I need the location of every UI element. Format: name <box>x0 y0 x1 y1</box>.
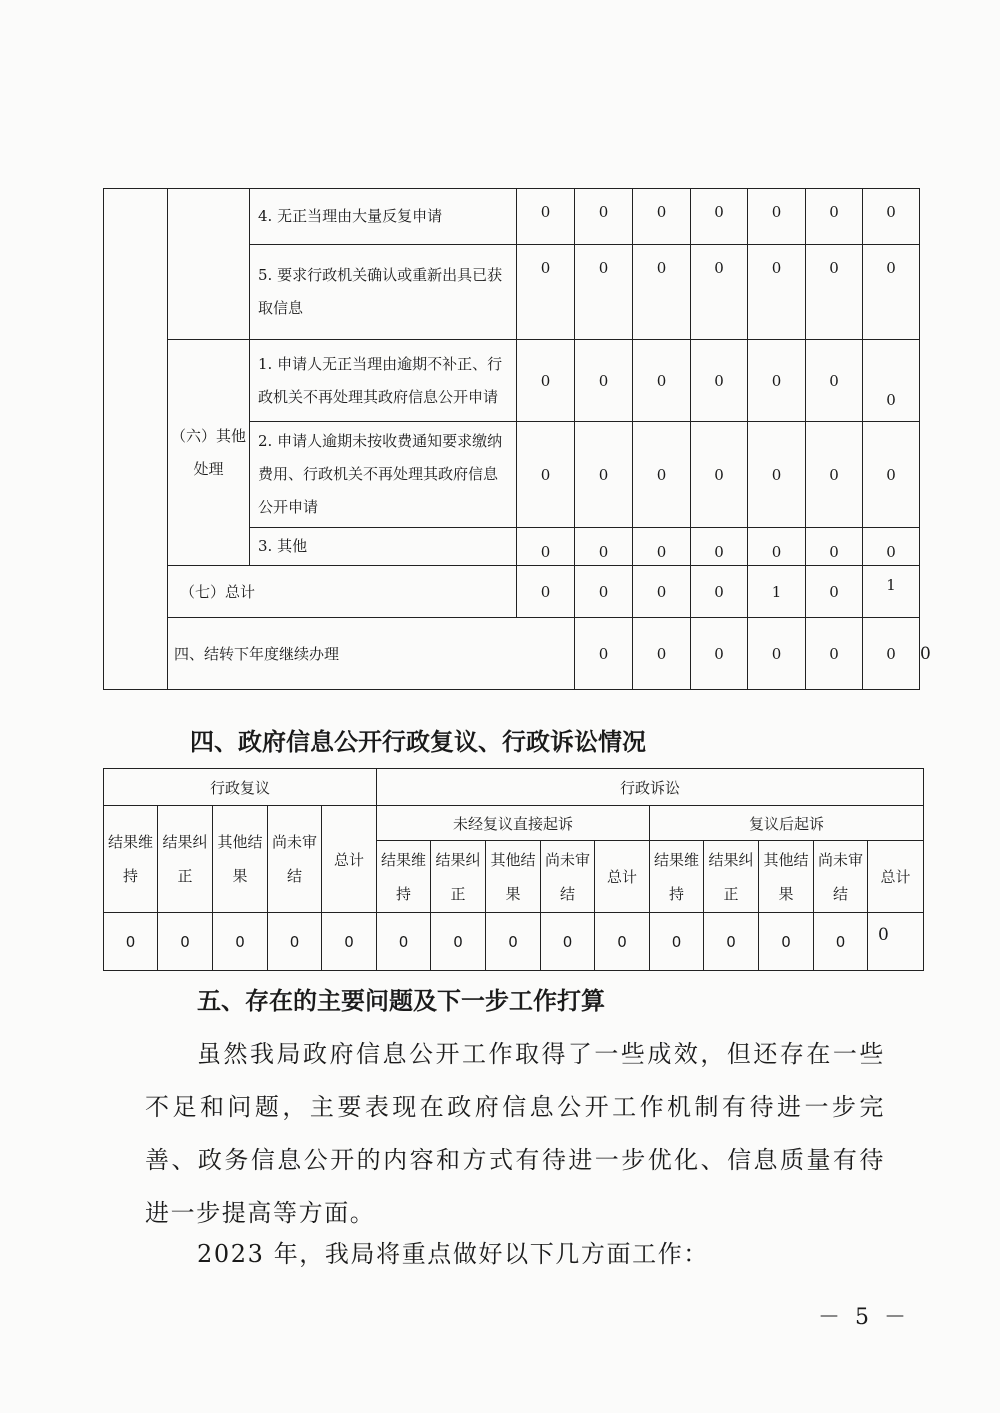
value-cell: 0 <box>748 618 806 690</box>
value-cell: 0 <box>691 245 748 340</box>
review-litigation-table <box>103 768 924 971</box>
value-cell: 0 <box>575 340 633 422</box>
column-header: 尚未审结 <box>268 806 322 913</box>
column-header: 其他结果 <box>759 841 814 913</box>
value-cell: 0 <box>322 913 377 971</box>
column-header: 总计 <box>322 806 377 913</box>
column-header: 总计 <box>595 841 650 913</box>
value-cell: 0 <box>806 245 863 340</box>
value-cell: 1 <box>748 566 806 618</box>
value-cell: 0 <box>517 422 575 528</box>
table-row-carryover: 四、结转下年度继续办理 0 0 0 0 0 0 0 <box>104 618 920 690</box>
blank-group-cell <box>168 189 250 340</box>
table-row <box>104 806 924 841</box>
value-cell: 0 <box>806 422 863 528</box>
value-cell: 0 <box>575 189 633 245</box>
column-header: 总计 <box>868 841 924 913</box>
row-item-label: 2. 申请人逾期未按收费通知要求缴纳费用、行政机关不再处理其政府信息公开申请 <box>250 422 517 528</box>
value-cell: 0 <box>633 340 691 422</box>
litigation-header: 行政诉讼 <box>377 769 924 806</box>
value-cell: 0 <box>541 913 595 971</box>
row-item-label: 3. 其他 <box>250 528 517 566</box>
value-cell: 0 <box>868 913 924 971</box>
column-header: 结果纠正 <box>158 806 213 913</box>
total-label: （七）总计 <box>168 566 517 618</box>
value-cell: 0 <box>633 566 691 618</box>
value-cell: 0 <box>806 528 863 566</box>
column-header: 结果纠正 <box>704 841 759 913</box>
row-item-label: 5. 要求行政机关确认或重新出具已获取信息 <box>250 245 517 340</box>
value-cell: 0 <box>863 245 920 340</box>
value-cell: 0 <box>633 618 691 690</box>
value-cell: 0 <box>486 913 541 971</box>
left-blank-cell <box>104 189 168 690</box>
column-header: 结果纠正 <box>431 841 486 913</box>
value-cell: 0 <box>814 913 868 971</box>
value-cell: 0 <box>691 189 748 245</box>
value-cell: 0 <box>268 913 322 971</box>
value-cell: 0 <box>517 189 575 245</box>
value-cell: 0 <box>595 913 650 971</box>
value-cell: 0 <box>748 340 806 422</box>
value-cell: 0 <box>691 340 748 422</box>
value-cell: 0 <box>748 189 806 245</box>
column-header: 其他结果 <box>486 841 541 913</box>
column-header: 结果维持 <box>104 806 158 913</box>
value-cell: 0 <box>863 618 920 690</box>
value-cell: 0 <box>575 618 633 690</box>
value-cell: 0 <box>431 913 486 971</box>
value-cell: 0 <box>704 913 759 971</box>
value-cell: 0 <box>575 245 633 340</box>
statistics-table-continued <box>103 188 931 690</box>
row-item-label: 1. 申请人无正当理由逾期不补正、行政机关不再处理其政府信息公开申请 <box>250 340 517 422</box>
group-label-other-processing: （六）其他处理 <box>168 340 250 566</box>
after-review-suit-header: 复议后起诉 <box>650 806 924 841</box>
value-cell: 0 <box>691 422 748 528</box>
page-number: － 5 － <box>818 1305 910 1330</box>
row-item-label: 4. 无正当理由大量反复申请 <box>250 189 517 245</box>
value-cell: 1 <box>863 566 920 618</box>
column-header: 其他结果 <box>213 806 268 913</box>
value-cell: 0 <box>213 913 268 971</box>
value-cell: 0 <box>633 422 691 528</box>
column-header: 结果维持 <box>377 841 431 913</box>
value-cell: 0 <box>759 913 814 971</box>
table-row <box>104 189 920 245</box>
value-cell: 0 <box>863 340 920 422</box>
value-cell: 0 <box>748 528 806 566</box>
value-cell: 0 <box>650 913 704 971</box>
value-cell: 0 <box>806 340 863 422</box>
table-row-total <box>104 566 920 618</box>
value-cell: 0 <box>806 566 863 618</box>
value-cell: 0 <box>104 913 158 971</box>
value-cell: 0 <box>158 913 213 971</box>
value-cell: 0 <box>806 189 863 245</box>
value-cell: 0 <box>748 422 806 528</box>
value-cell: 0 <box>517 340 575 422</box>
value-cell: 0 <box>633 245 691 340</box>
problems-paragraph: 虽然我局政府信息公开工作取得了一些成效，但还存在一些不足和问题，主要表现在政府信息公开工作机制有待进一步完善、政务信息公开的内容和方式有待进一步优化、信息质量有待进一步提高等方面。 <box>145 1040 885 1227</box>
value-cell: 0 <box>691 566 748 618</box>
value-cell: 0 <box>863 528 920 566</box>
value-cell: 0 <box>517 528 575 566</box>
section-5-title: 五、存在的主要问题及下一步工作打算 <box>197 987 605 1015</box>
column-header: 尚未审结 <box>541 841 595 913</box>
plan-intro-paragraph: 2023 年，我局将重点做好以下几方面工作： <box>197 1240 709 1268</box>
value-cell: 0 <box>633 189 691 245</box>
value-cell: 0 <box>633 528 691 566</box>
table-row <box>104 769 924 806</box>
value-cell: 0 <box>377 913 431 971</box>
direct-suit-header: 未经复议直接起诉 <box>377 806 650 841</box>
value-cell: 0 <box>691 618 748 690</box>
value-cell: 0 <box>863 422 920 528</box>
table-row <box>104 340 920 422</box>
carryover-label: 四、结转下年度继续办理 <box>168 618 575 690</box>
value-cell: 0 <box>863 189 920 245</box>
value-cell: 0 <box>691 528 748 566</box>
value-cell: 0 <box>575 566 633 618</box>
column-header: 尚未审结 <box>814 841 868 913</box>
value-cell: 0 <box>517 566 575 618</box>
value-cell: 0 <box>575 422 633 528</box>
value-cell: 0 <box>748 245 806 340</box>
value-cell: 0 <box>806 618 863 690</box>
value-cell: 0 <box>517 245 575 340</box>
value-cell: 0 <box>575 528 633 566</box>
review-header: 行政复议 <box>104 769 377 806</box>
column-header: 结果维持 <box>650 841 704 913</box>
section-4-title: 四、政府信息公开行政复议、行政诉讼情况 <box>190 728 646 756</box>
table-row-values <box>104 913 924 971</box>
